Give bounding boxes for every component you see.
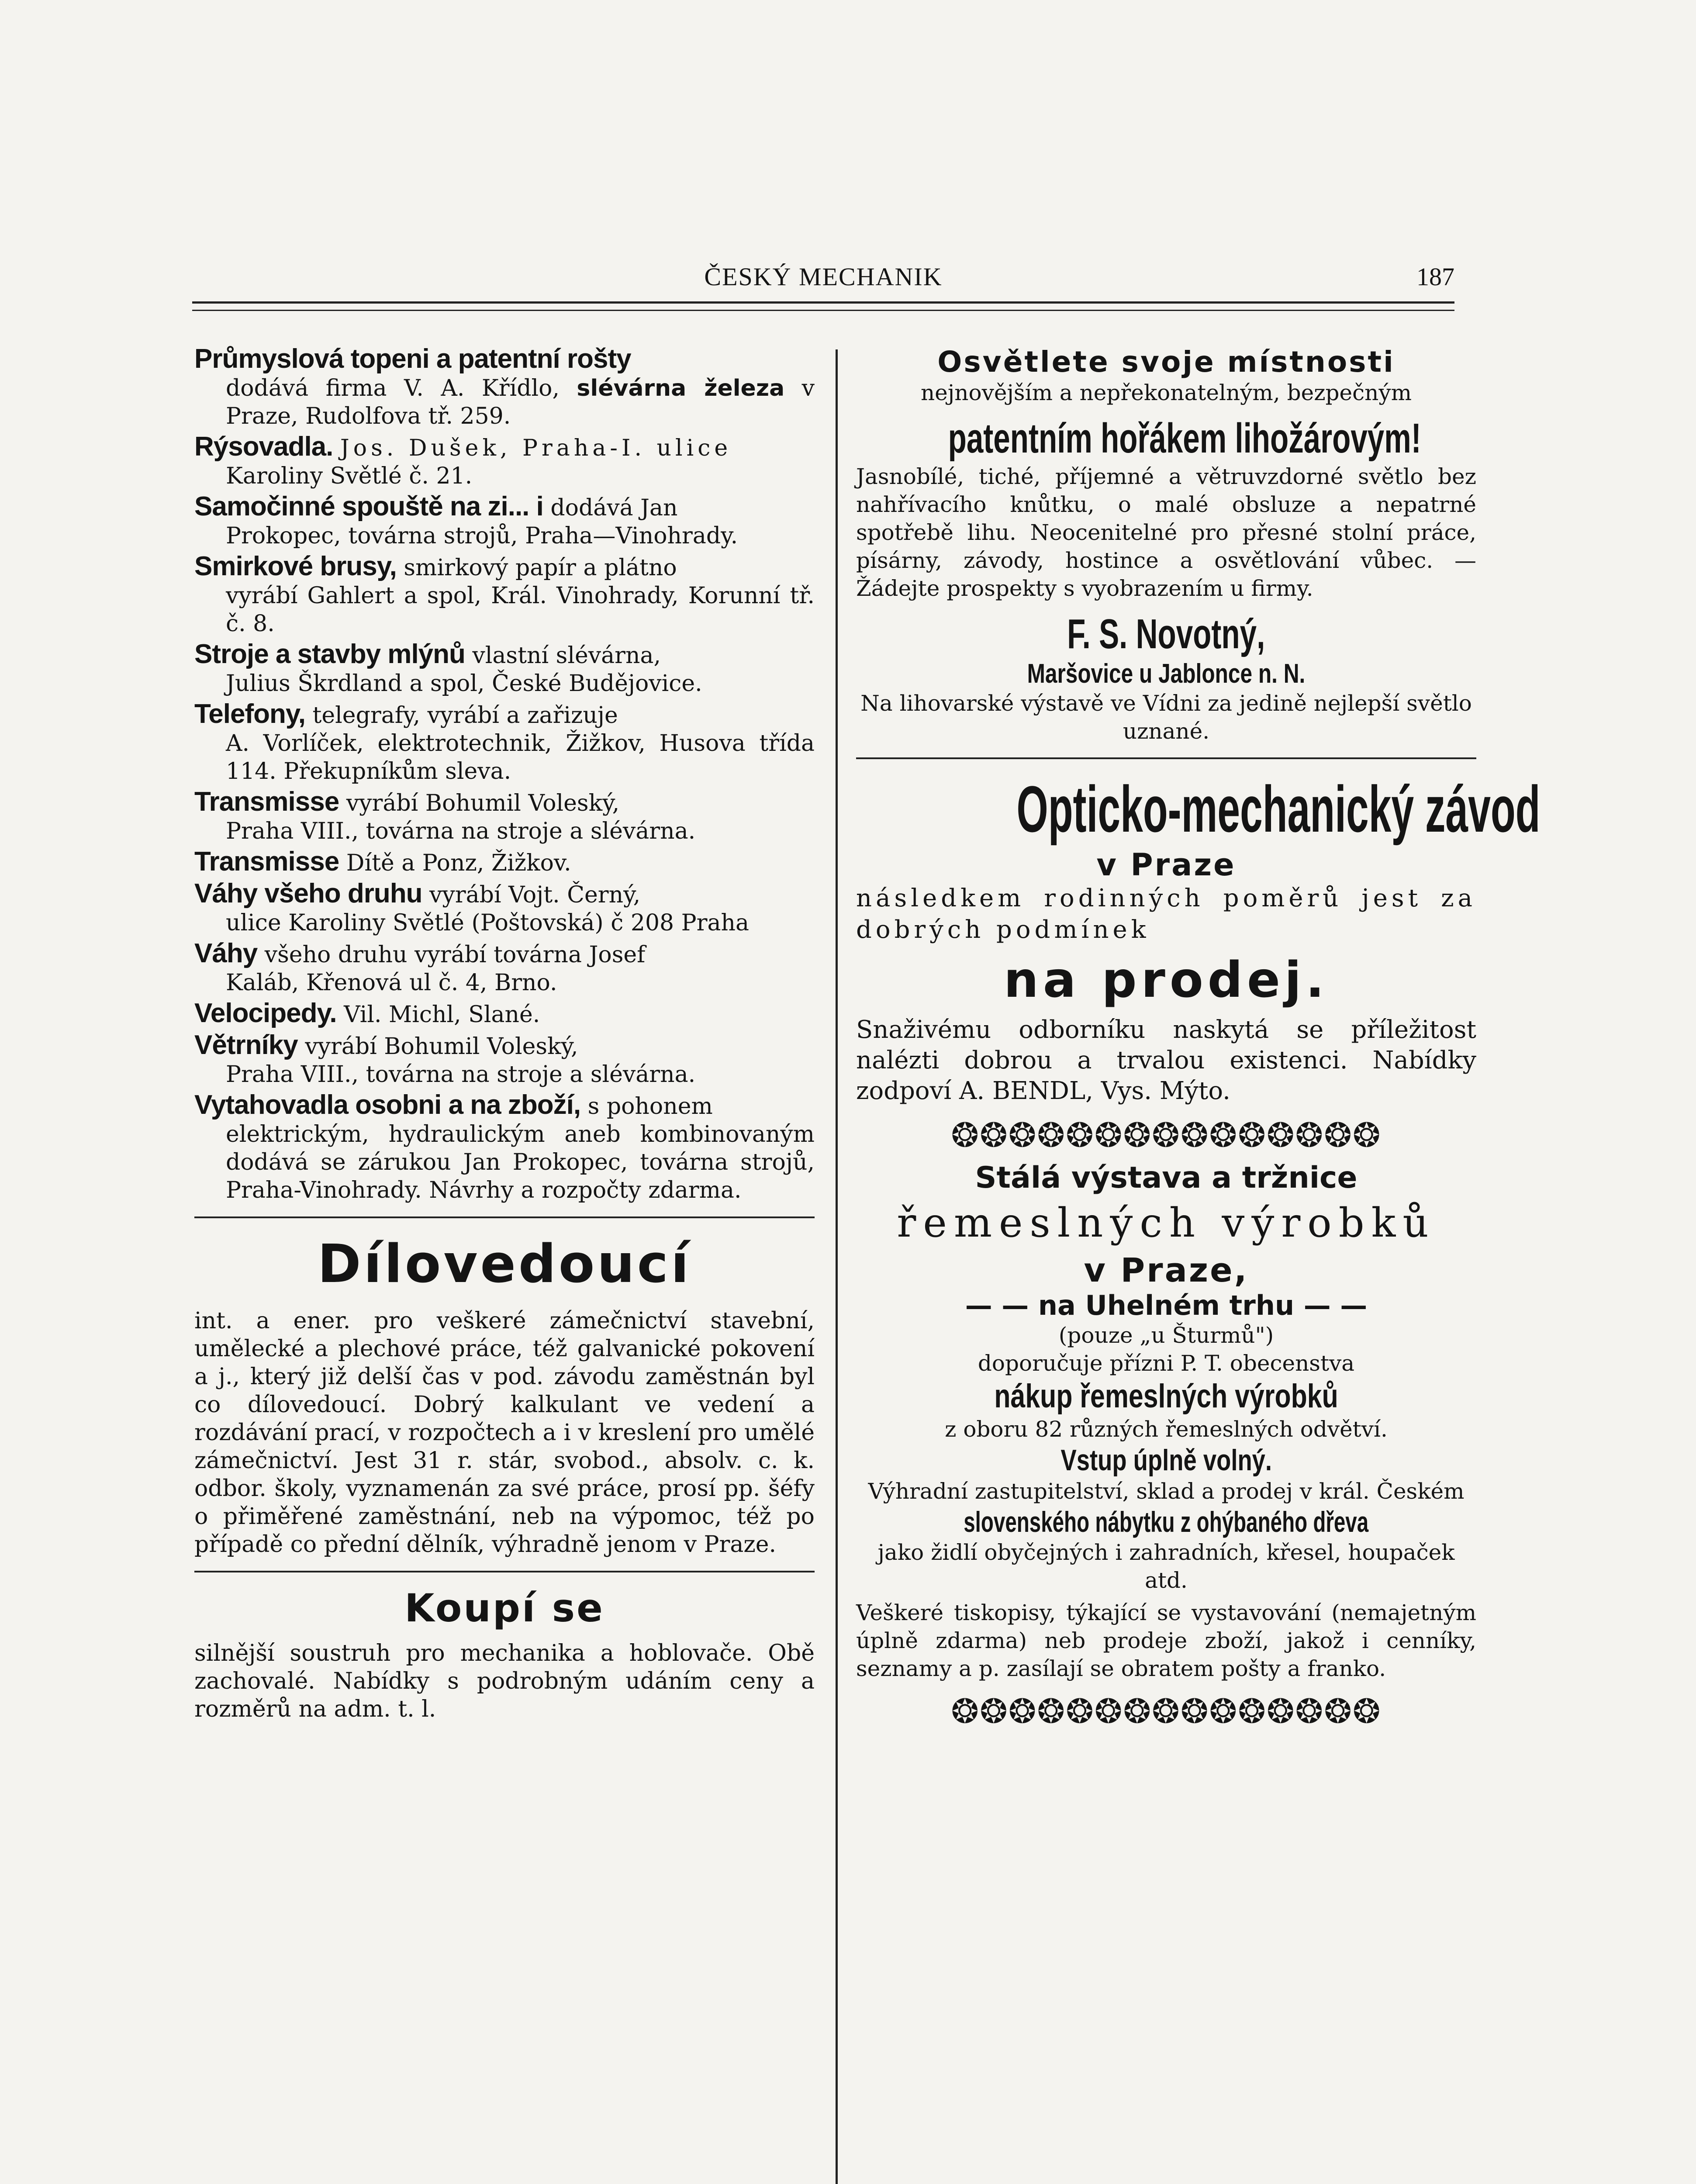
dilovedouci-body: int. a ener. pro veškeré zámečnictví stavební, umělecké a plechové práce, též galvanické pokovení a j., který již delší čas v pod. závodu zaměstnán byl co dílovedoucí. Dobrý kalkulant ve vedení a rozdávání prací, v rozpočtech a i v kreslení pro umělé zámečnictví. Jest 31 r. stár, svobod., absolv. c. k. odbor. školy, vyznamenán za své práce, prosí pp. šéfy o přiměřené zaměstnání, neb na výpomoc, též po případě co přední dělník, výhradně jenom v Praze. xyxy=(194,1308,815,1558)
stala-vyhradni: Výhradní zastupitelství, sklad a prodej v král. Českém xyxy=(868,1479,1465,1504)
opticko-body: následkem rodinných poměrů jest za dobrých podmínek xyxy=(856,884,1476,944)
running-head xyxy=(192,262,1454,297)
entry-text: vyrábí Vojt. Černý, xyxy=(429,882,641,908)
directory-entry xyxy=(194,493,815,550)
entry-text: Vil. Michl, Slané. xyxy=(344,1002,540,1028)
directory-entry xyxy=(194,848,815,877)
stala-ad xyxy=(856,1161,1476,1683)
stala-note: (pouze „u Šturmů") xyxy=(1058,1323,1274,1348)
section-rule xyxy=(194,1216,815,1218)
dilovedouci-ad xyxy=(194,1234,815,1559)
page-number: 187 xyxy=(1416,263,1454,291)
header-rule xyxy=(192,301,1454,311)
directory-entry xyxy=(194,788,815,845)
entry-keyword: Váhy xyxy=(194,938,258,968)
entry-keyword: Telefony, xyxy=(194,699,305,729)
entry-keyword: Větrníky xyxy=(194,1030,298,1060)
koupi-title: Koupí se xyxy=(404,1586,604,1631)
entry-keyword: Smirkové brusy, xyxy=(194,551,397,581)
directory-entry xyxy=(194,640,815,698)
directory-entry xyxy=(194,999,815,1029)
osvetlete-body: Jasnobílé, tiché, příjemné a větruvzdorné světlo bez nahřívacího knůtku, o malé obsluze a nepatrné spotřebě lihu. Neocenitelné pro přesné stolní práce, písárny, závody, hostince a osvětlování vůbec. — Žádejte prospekty s vyobrazením u firmy. xyxy=(856,464,1476,601)
koupi-ad xyxy=(194,1586,815,1723)
stala-city: v Praze, xyxy=(1084,1251,1249,1289)
entry-keyword: Stroje a stavby mlýnů xyxy=(194,639,465,669)
opticko-city: v Praze xyxy=(1096,847,1236,883)
osvetlete-place: Maršovice u Jablonce n. N. xyxy=(1027,659,1306,689)
entry-rest: A. Vorlíček, elektrotechnik, Žižkov, Husova třída 114. Překupníkům sleva. xyxy=(226,730,815,784)
stala-title: Stálá výstava a tržnice xyxy=(975,1161,1357,1195)
column-divider xyxy=(836,349,838,2184)
right-column xyxy=(856,345,1541,1732)
directory-entry xyxy=(194,880,815,937)
stala-slovenskeho: slovenského nábytku z ohýbaného dřeva xyxy=(964,1506,1369,1538)
directory-entry xyxy=(194,1031,815,1089)
opticko-prodej: na prodej. xyxy=(1004,952,1329,1009)
entry-text: vyrábí Bohumil Voleský, xyxy=(346,790,620,816)
entry-text: telegrafy, vyrábí a zařizuje xyxy=(312,702,618,729)
koupi-body: silnější soustruh pro mechanika a hoblovače. Obě zachovalé. Nabídky s podrobným udáním ceny a rozměrů na adm. t. l. xyxy=(194,1640,815,1722)
entry-rest: Julius Škrdland a spol, České Budějovice. xyxy=(226,670,702,697)
opticko-ad xyxy=(856,771,1541,1106)
stala-place: — — na Uhelném trhu — — xyxy=(965,1289,1368,1321)
entry-rest: elektrickým, hydraulickým aneb kombinovaným dodává se zárukou Jan Prokopec, továrna strojů, Praha-Vinohrady. Návrhy a rozpočty zdarma. xyxy=(226,1121,815,1203)
entry-rest: Karoliny Světlé č. 21. xyxy=(226,463,473,489)
directory-entry xyxy=(194,1091,815,1204)
entry-keyword: Průmyslová topeni a patentní rošty xyxy=(194,344,631,374)
osvetlete-award: Na lihovarské výstavě ve Vídni za jedině nejlepší světlo uznané. xyxy=(860,691,1472,744)
entry-rest: Praha VIII., továrna na stroje a slévárna. xyxy=(226,818,696,844)
entry-text: s pohonem xyxy=(587,1093,713,1120)
osvetlete-firm: F. S. Novotný, xyxy=(1067,611,1265,657)
entry-bold: slévárna železa xyxy=(577,375,785,401)
entry-keyword: Velocipedy. xyxy=(194,998,337,1028)
directory-entry xyxy=(194,433,815,490)
section-rule xyxy=(194,1571,815,1572)
entry-rest: ulice Karoliny Světlé (Poštovská) č 208 Praha xyxy=(226,910,749,936)
entry-keyword: Samočinné spouště na zi... i xyxy=(194,491,543,522)
osvetlete-sub: nejnovějším a nepřekonatelným, bezpečným xyxy=(920,380,1412,405)
entry-rest: vyrábí Gahlert a spol, Král. Vinohrady, Korunní tř. č. 8. xyxy=(226,583,815,637)
osvetlete-ad xyxy=(856,345,1476,745)
trade-directory xyxy=(194,345,815,1204)
entry-rest: Praha VIII., továrna na stroje a slévárna. xyxy=(226,1061,696,1088)
ornament-border: ❂❂❂❂❂❂❂❂❂❂❂❂❂❂❂ xyxy=(951,1692,1382,1731)
directory-entry xyxy=(194,345,815,430)
entry-keyword: Váhy všeho druhu xyxy=(194,878,422,909)
osvetlete-firm-line xyxy=(856,610,1476,689)
entry-text: vlastní slévárna, xyxy=(472,643,661,669)
stala-remesl: řemeslných výrobků xyxy=(897,1199,1436,1246)
opticko-body2: Snaživému odborníku naskytá se příležitost nalézti dobrou a trvalou existenci. Nabídky zodpoví A. BENDL, Vys. Mýto. xyxy=(856,1016,1476,1105)
entry-keyword: Transmisse xyxy=(194,787,339,817)
entry-text: všeho druhu vyrábí továrna Josef xyxy=(264,942,646,968)
entry-rest: Kaláb, Křenová ul č. 4, Brno. xyxy=(226,970,557,996)
dilovedouci-title: Dílovedoucí xyxy=(318,1234,691,1295)
entry-keyword: Vytahovadla osobni a na zboží, xyxy=(194,1090,581,1120)
entry-text: Dítě a Ponz, Žižkov. xyxy=(346,850,571,876)
entry-text: dodává firma V. A. Křídlo, xyxy=(226,375,560,401)
directory-entry xyxy=(194,940,815,997)
journal-title: ČESKÝ MECHANIK xyxy=(704,263,943,291)
stala-vstup: Vstup úplně volný. xyxy=(1060,1444,1272,1477)
osvetlete-headline: Osvětlete svoje místnosti xyxy=(937,345,1395,379)
stala-jako: jako židlí obyčejných i zahradních, křesel, houpaček atd. xyxy=(877,1540,1455,1593)
entry-rest: Prokopec, továrna strojů, Praha—Vinohrady. xyxy=(226,523,738,549)
ornament-border: ❂❂❂❂❂❂❂❂❂❂❂❂❂❂❂ xyxy=(951,1116,1382,1154)
stala-veskere: Veškeré tiskopisy, týkající se vystavování (nemajetným úplně zdarma) neb prodeje zboží, jakož i cenníky, seznamy a p. zasílají se obratem pošty a franko. xyxy=(856,1600,1476,1681)
entry-text: vyrábí Bohumil Voleský, xyxy=(305,1033,578,1060)
left-column xyxy=(194,345,815,1723)
entry-keyword: Transmisse xyxy=(194,847,339,877)
entry-rest: v Praze, Rudolfova tř. 259. xyxy=(226,375,815,429)
section-rule xyxy=(856,757,1476,759)
stala-nakup: nákup řemeslných výrobků xyxy=(994,1378,1338,1415)
directory-entry xyxy=(194,553,815,638)
osvetlete-product: patentním hořákem lihožárovým! xyxy=(948,415,1421,462)
stala-recommend: doporučuje přízni P. T. obecenstva xyxy=(978,1351,1355,1376)
stala-obor: z oboru 82 různých řemeslných odvětví. xyxy=(945,1417,1388,1442)
opticko-title: Opticko-mechanický závod xyxy=(1016,772,1541,846)
entry-text: smirkový papír a plátno xyxy=(404,555,677,581)
entry-text: Jos. Dušek, Praha-I. ulice xyxy=(340,435,732,461)
entry-text: dodává Jan xyxy=(550,495,678,521)
entry-keyword: Rýsovadla. xyxy=(194,432,333,462)
directory-entry xyxy=(194,700,815,785)
